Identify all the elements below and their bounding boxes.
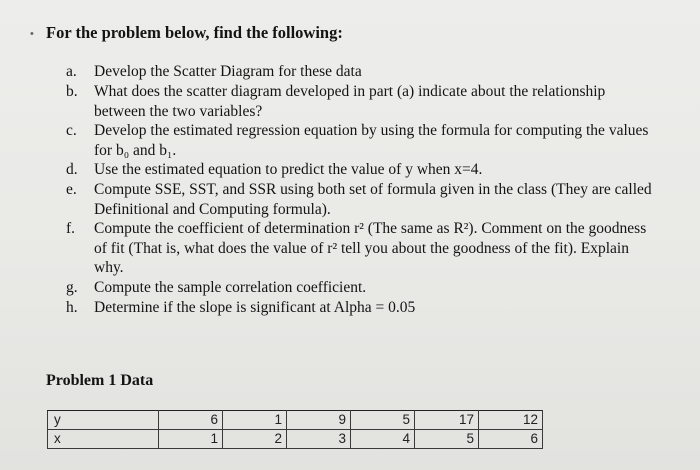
table-row [48, 430, 543, 449]
item-letter: c. [66, 122, 77, 139]
table-cell: 6 [479, 430, 543, 449]
item-letter: e. [66, 181, 77, 198]
item-letter: f. [66, 220, 76, 237]
item-text: Use the estimated equation to predict the value of y when x=4. [94, 161, 483, 178]
data-table [47, 410, 543, 449]
table-cell: 1 [223, 411, 287, 430]
page-heading: For the problem below, find the following: [46, 23, 343, 42]
item-text: Compute the sample correlation coefficient. [94, 278, 367, 296]
item-text: Compute the coefficient of determination r² (The same as R²). Comment on the goodness of fit (That is, what does the value of r² tell you about the goodness of the fit). Explain why. [94, 220, 647, 276]
table-cell: 6 [159, 411, 223, 430]
table-cell: 12 [479, 411, 543, 430]
item-text: Determine if the slope is significant at Alpha = 0.05 [94, 298, 416, 316]
table-cell: 5 [351, 411, 415, 430]
item-text: What does the scatter diagram developed in part (a) indicate about the relationship between the two variables? [94, 83, 606, 120]
table-cell: 17 [415, 411, 479, 430]
item-text: Develop the estimated regression equation by using the formula for computing the values for b₀ and b₁. [94, 122, 649, 159]
problem-title: Problem 1 Data [46, 372, 154, 389]
question-item-h [66, 298, 666, 318]
bullet-icon: • [30, 28, 34, 40]
question-item-d [66, 160, 666, 180]
item-text: Compute SSE, SST, and SSR using both set of formula given in the class (They are called Definitional and Computing formula). [94, 181, 652, 218]
table-cell: 3 [287, 430, 351, 449]
question-item-g [66, 278, 666, 298]
question-item-a [66, 62, 666, 82]
table-cell: 9 [287, 411, 351, 430]
table-row [48, 411, 543, 430]
item-letter: b. [66, 83, 78, 100]
table-cell: 4 [351, 430, 415, 449]
question-item-f [66, 219, 666, 278]
question-item-c [66, 121, 666, 160]
item-letter: a. [66, 63, 77, 80]
item-letter: h. [66, 298, 78, 316]
question-item-e [66, 180, 666, 219]
table-cell: 1 [159, 430, 223, 449]
item-letter: g. [66, 278, 78, 296]
row-label: y [48, 411, 159, 430]
question-item-b [66, 82, 666, 121]
row-label: x [48, 430, 159, 449]
item-letter: d. [66, 161, 78, 178]
table-cell: 2 [223, 430, 287, 449]
question-list [66, 62, 666, 318]
item-text: Develop the Scatter Diagram for these data [94, 63, 362, 80]
table-cell: 5 [415, 430, 479, 449]
